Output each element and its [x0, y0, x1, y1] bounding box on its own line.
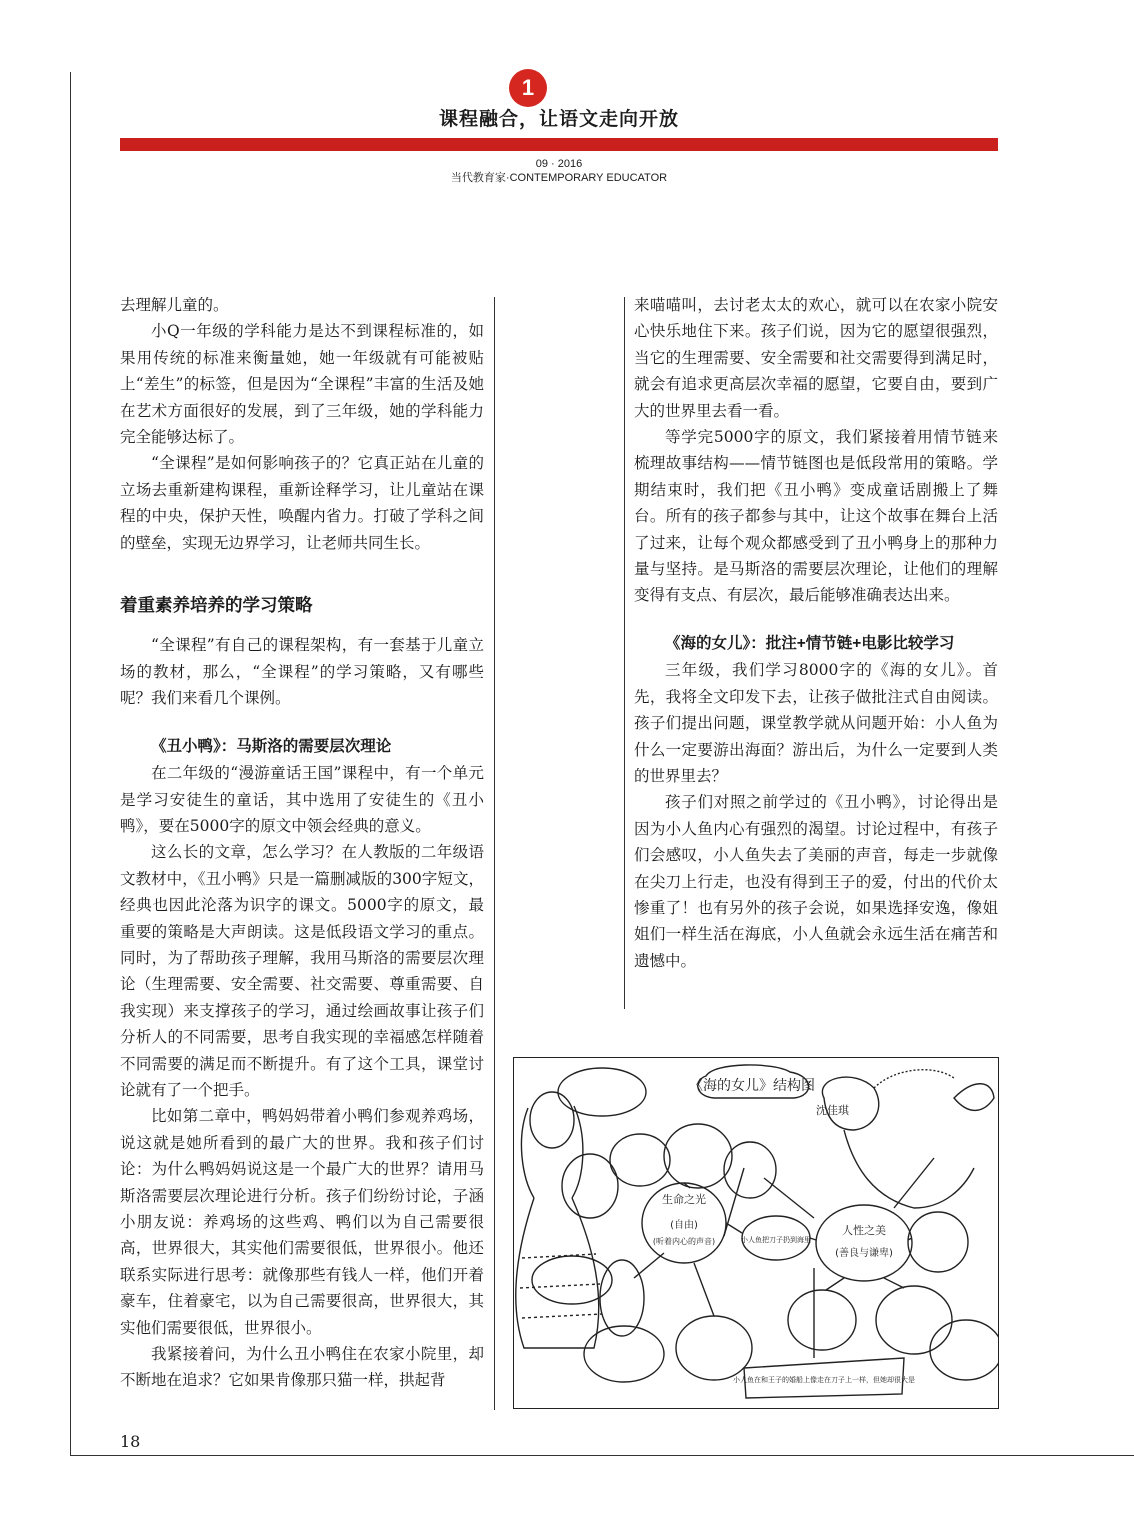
- paragraph: 比如第二章中，鸭妈妈带着小鸭们参观养鸡场，说这就是她所看到的最广大的世界。我和孩子们讨论：为什么鸭妈妈说这是一个最广大的世界？请用马斯洛需要层次理论进行分析。孩子们纷纷讨论，子涵小朋友说：养鸡场的这些鸡、鸭们以为自己需要很高，世界很大，其实他们需要很低，世界很小。他还联系实际进行思考：就像那些有钱人一样，他们开着豪车，住着豪宅，以为自己需要很高，世界很大，其实他们需要很低，世界很小。: [120, 1107, 484, 1337]
- princess-head-sketch: [530, 1092, 574, 1148]
- paragraph: 三年级，我们学习8000字的《海的女儿》。首先，我将全文印发下去，让孩子做批注式自由阅读。孩子们提出问题，课堂教学就从问题开始：小人鱼为什么一定要游出海面？游出后，为什么一定要到人类的世界里去？: [634, 661, 998, 785]
- magazine-name: 当代教育家·CONTEMPORARY EDUCATOR: [450, 172, 668, 184]
- section-title: 课程融合，让语文走向开放: [438, 108, 679, 130]
- hand-drawn-mind-map: [514, 1058, 998, 1408]
- section-heading: 着重素养培养的学习策略: [120, 595, 313, 616]
- paragraph: 这么长的文章，怎么学习？在人教版的二年级语文教材中，《丑小鸭》只是一篇删减版的300字短文，经典也因此沦落为识字的课文。5000字的原文，最重要的策略是大声朗读。这是低段语文学习的重点。同时，为了帮助孩子理解，我用马斯洛的需要层次理论（生理需要、安全需要、社交需要、尊重需要、自我实现）来支撑孩子的学习，通过绘画故事让孩子们分析人的不同需要，思考自我实现的幸福感怎样随着不同需要的满足而不断提升。有了这个工具，课堂讨论就有了一个把手。: [120, 843, 484, 1099]
- paragraph: “全课程”是如何影响孩子的？它真正站在儿童的立场去重新建构课程，重新诠释学习，让儿童站在课程的中央，保护天性，唤醒内省力。打破了学科之间的壁垒，实现无边界学习，让老师共同生长。: [120, 454, 484, 552]
- paragraph: “全课程”有自己的课程架构，有一套基于儿童立场的教材，那么，“全课程”的学习策略，又有哪些呢？我们来看几个课例。: [120, 636, 484, 708]
- bottom-node-label: 小人鱼在和王子的婚船上像走在刀子上一样，但她却很大是: [733, 1376, 915, 1384]
- mermaid-tail-sketch: [844, 1130, 974, 1208]
- left-hub-sub: (自由): [670, 1220, 698, 1231]
- page-frame-bottom-rule: [70, 1455, 1134, 1456]
- figure-author: 沈佳琪: [816, 1104, 849, 1117]
- figure-title: 《海的女儿》结构图: [689, 1078, 815, 1094]
- left-hub-label: 生命之光: [662, 1193, 706, 1206]
- right-hub-circle: [816, 1205, 912, 1281]
- page-number: 18: [120, 1432, 141, 1451]
- subsection-heading: 《丑小鸭》：马斯洛的需要层次理论: [151, 737, 392, 755]
- right-column: [634, 292, 998, 974]
- structure-diagram-drawing: [513, 1057, 999, 1409]
- paragraph: 孩子们对照之前学过的《丑小鸭》，讨论得出是因为小人鱼内心有强烈的渴望。讨论过程中，有孩子们会感叹，小人鱼失去了美丽的声音，每走一步就像在尖刀上行走，也没有得到王子的爱，付出的代价太惨重了！也有另外的孩子会说，如果选择安逸，像姐姐们一样生活在海底，小人鱼就会永远生活在痛苦和遗憾中。: [634, 793, 998, 970]
- subsection-heading: 《海的女儿》：批注+情节链+电影比较学习: [665, 634, 955, 652]
- issue-info: [120, 157, 998, 185]
- page-frame-left-rule: [70, 72, 71, 1455]
- princess-dress-sketch: [516, 1198, 599, 1348]
- middle-node-label: 小人鱼把刀子扔到海里: [741, 1236, 811, 1244]
- paragraph: 我紧接着问，为什么丑小鸭住在农家小院里，却不断地在追求？它如果肯像那只猫一样，拱起背: [120, 1345, 484, 1390]
- left-hub-sub2: (听着内心的声音): [652, 1237, 716, 1246]
- right-hub-sub: (善良与谦卑): [835, 1248, 893, 1259]
- paragraph: 去理解儿童的。: [120, 296, 229, 314]
- issue-date: 09 · 2016: [535, 158, 583, 170]
- paragraph: 等学完5000字的原文，我们紧接着用情节链来梳理故事结构——情节链图也是低段常用的策略。学期结束时，我们把《丑小鸭》变成童话剧搬上了舞台。所有的孩子都参与其中，让这个故事在舞台上活了过来，让每个观众都感受到了丑小鸭身上的那种力量与坚持。是马斯洛的需要层次理论，让他们的理解变得有支点、有层次，最后能够准确表达出来。: [634, 428, 998, 605]
- right-hub-label: 人性之美: [842, 1224, 886, 1237]
- column-divider-left: [494, 297, 495, 1410]
- paragraph: 来喵喵叫，去讨老太太的欢心，就可以在农家小院安心快乐地住下来。孩子们说，因为它的愿望很强烈，当它的生理需要、安全需要和社交需要得到满足时，就会有追求更高层次幸福的愿望，它要自由，要到广大的世界里去看一看。: [634, 296, 998, 420]
- left-column: [120, 292, 484, 1394]
- section-number-badge: 1: [509, 69, 547, 107]
- header-red-bar: [120, 138, 998, 151]
- paragraph: 在二年级的“漫游童话王国”课程中，有一个单元是学习安徒生的童话，其中选用了安徒生的《丑小鸭》，要在5000字的原文中领会经典的意义。: [120, 764, 484, 835]
- paragraph: 小Q一年级的学科能力是达不到课程标准的，如果用传统的标准来衡量她，她一年级就有可能被贴上“差生”的标签，但是因为“全课程”丰富的生活及她在艺术方面很好的发展，到了三年级，她的学科能力完全能够达标了。: [120, 322, 484, 447]
- column-divider-right: [624, 297, 625, 1009]
